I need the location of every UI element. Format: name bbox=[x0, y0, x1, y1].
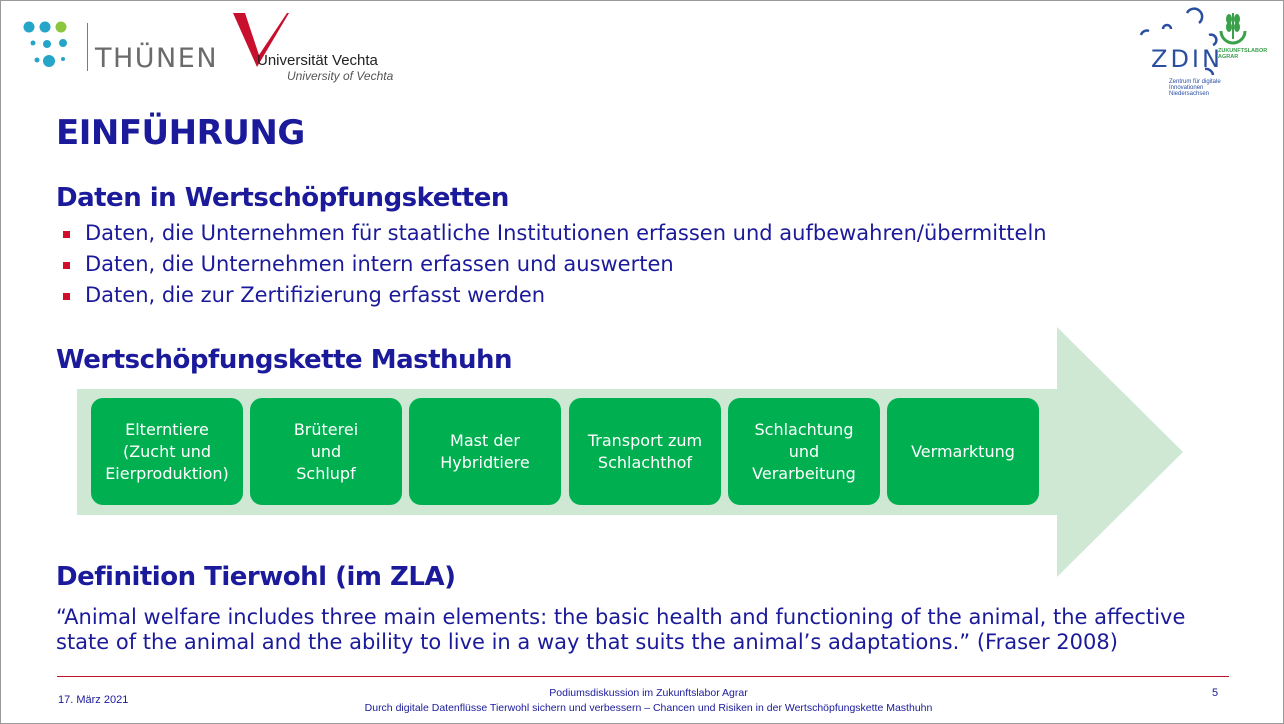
zdin-subtitle: Zentrum für digitale Innovationen Niedersachsen bbox=[1169, 79, 1221, 97]
bullet-item bbox=[63, 221, 1047, 252]
chain-step-transport: Transport zum Schlachthof bbox=[569, 398, 721, 505]
thuenen-separator bbox=[87, 23, 88, 71]
section-heading-kette: Wertschöpfungskette Masthuhn bbox=[56, 345, 513, 375]
bullet-list bbox=[63, 221, 1047, 314]
bullet-square-icon bbox=[63, 262, 70, 269]
chain-step-mast: Mast der Hybridtiere bbox=[409, 398, 561, 505]
footer-divider bbox=[57, 676, 1229, 677]
bullet-item bbox=[63, 252, 1047, 283]
section-heading-daten: Daten in Wertschöpfungsketten bbox=[56, 183, 509, 213]
bullet-item bbox=[63, 283, 1047, 314]
thuenen-wordmark: THÜNEN bbox=[95, 43, 219, 74]
bullet-text: Daten, die Unternehmen für staatliche Institutionen erfassen und aufbewahren/übermitteln bbox=[85, 221, 1047, 245]
zla-label: ZUKUNFTSLABOR AGRAR bbox=[1218, 48, 1268, 60]
vechta-name: Universität Vechta bbox=[257, 52, 378, 69]
section-heading-tierwohl: Definition Tierwohl (im ZLA) bbox=[56, 562, 456, 592]
zdin-logo bbox=[1129, 5, 1269, 97]
footer-caption bbox=[301, 686, 996, 716]
tierwohl-quote: “Animal welfare includes three main elements: the basic health and functioning of the animal, the affective state of the animal and the ability to live in a way that suits the animal’s adaptations.” (Fraser 2008) bbox=[56, 605, 1186, 654]
chain-step-vermarktung: Vermarktung bbox=[887, 398, 1039, 505]
thuenen-dots-icon bbox=[23, 19, 79, 75]
footer-caption-line1: Podiumsdiskussion im Zukunftslabor Agrar bbox=[549, 687, 748, 699]
bullet-text: Daten, die Unternehmen intern erfassen und auswerten bbox=[85, 252, 674, 276]
slide-title: EINFÜHRUNG bbox=[56, 113, 305, 153]
page-number: 5 bbox=[1212, 687, 1219, 699]
footer-caption-line2: Durch digitale Datenflüsse Tierwohl sichern und verbessern – Chancen und Risiken in der Wertschöpfungskette Masthuhn bbox=[364, 702, 933, 714]
bullet-square-icon bbox=[63, 293, 70, 300]
thuenen-logo bbox=[23, 19, 219, 77]
bullet-text: Daten, die zur Zertifizierung erfasst werden bbox=[85, 283, 546, 307]
zdin-wordmark: ZDIN bbox=[1151, 45, 1223, 73]
vechta-subtitle: University of Vechta bbox=[287, 69, 394, 83]
chain-step-bruterei: Brüterei und Schlupf bbox=[250, 398, 402, 505]
chain-step-schlachtung: Schlachtung und Verarbeitung bbox=[728, 398, 880, 505]
chain-step-elterntiere: Elterntiere (Zucht und Eierproduktion) bbox=[91, 398, 243, 505]
bullet-square-icon bbox=[63, 231, 70, 238]
footer-date: 17. März 2021 bbox=[58, 694, 129, 706]
vechta-logo bbox=[231, 11, 406, 86]
